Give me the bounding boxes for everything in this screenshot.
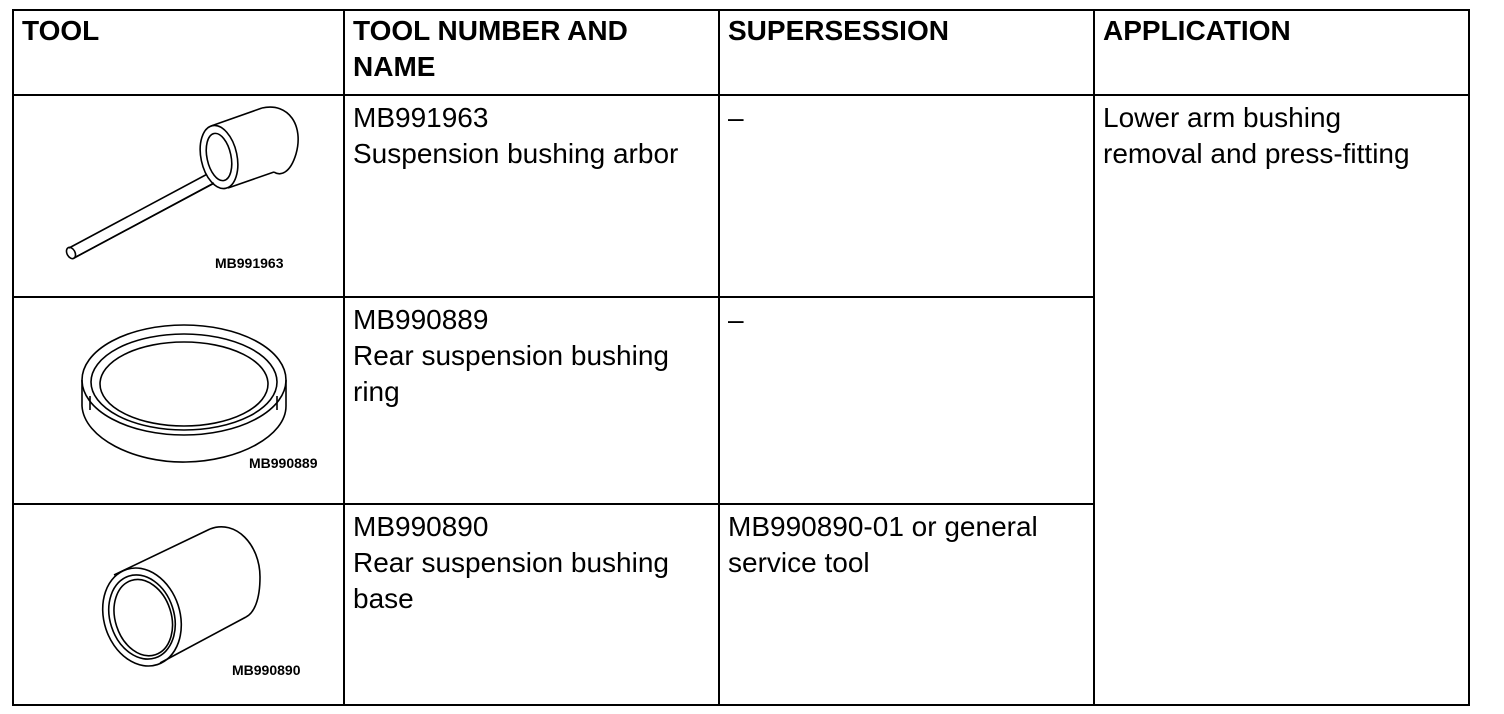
header-tool-number-name-line2: NAME (353, 51, 436, 82)
supersession-cell (719, 95, 1094, 297)
supersession-cell (719, 297, 1094, 504)
tool-image-caption: MB990890 (232, 662, 301, 678)
table-row (13, 95, 1469, 297)
header-row (13, 10, 1469, 95)
header-supersession: SUPERSESSION (719, 10, 1094, 95)
tool-name-line2: ring (353, 376, 400, 407)
tool-number: MB990890 (353, 511, 489, 542)
supersession-line1: MB990890-01 or general (728, 511, 1038, 542)
supersession-line2: service tool (728, 547, 870, 578)
header-tool: TOOL (13, 10, 344, 95)
tool-image-caption: MB990889 (249, 455, 318, 471)
supersession-line1: – (728, 102, 744, 133)
supersession-cell (719, 504, 1094, 705)
application-cell (1094, 95, 1469, 705)
supersession-line1: – (728, 304, 744, 335)
tool-name-line2: base (353, 583, 414, 614)
tool-name-line1: Rear suspension bushing (353, 547, 669, 578)
tool-image-cell (13, 297, 344, 504)
arbor-tool-drawing (14, 96, 343, 296)
tool-number-name-cell (344, 297, 719, 504)
header-tool-number-name-line1: TOOL NUMBER AND (353, 15, 628, 46)
bushing-ring-drawing (14, 298, 343, 503)
application-line1: Lower arm bushing (1103, 102, 1342, 133)
header-application: APPLICATION (1094, 10, 1469, 95)
tool-image-caption: MB991963 (215, 255, 284, 271)
tool-number-name-cell (344, 95, 719, 297)
tool-number: MB991963 (353, 102, 489, 133)
tool-name-line1: Suspension bushing arbor (353, 138, 679, 169)
tool-image-cell (13, 95, 344, 297)
application-line2: removal and press-fitting (1103, 138, 1410, 169)
tool-image-cell (13, 504, 344, 705)
header-tool-number-name (344, 10, 719, 95)
tool-name-line1: Rear suspension bushing (353, 340, 669, 371)
tool-number: MB990889 (353, 304, 489, 335)
special-tools-table (12, 9, 1470, 706)
tool-number-name-cell (344, 504, 719, 705)
